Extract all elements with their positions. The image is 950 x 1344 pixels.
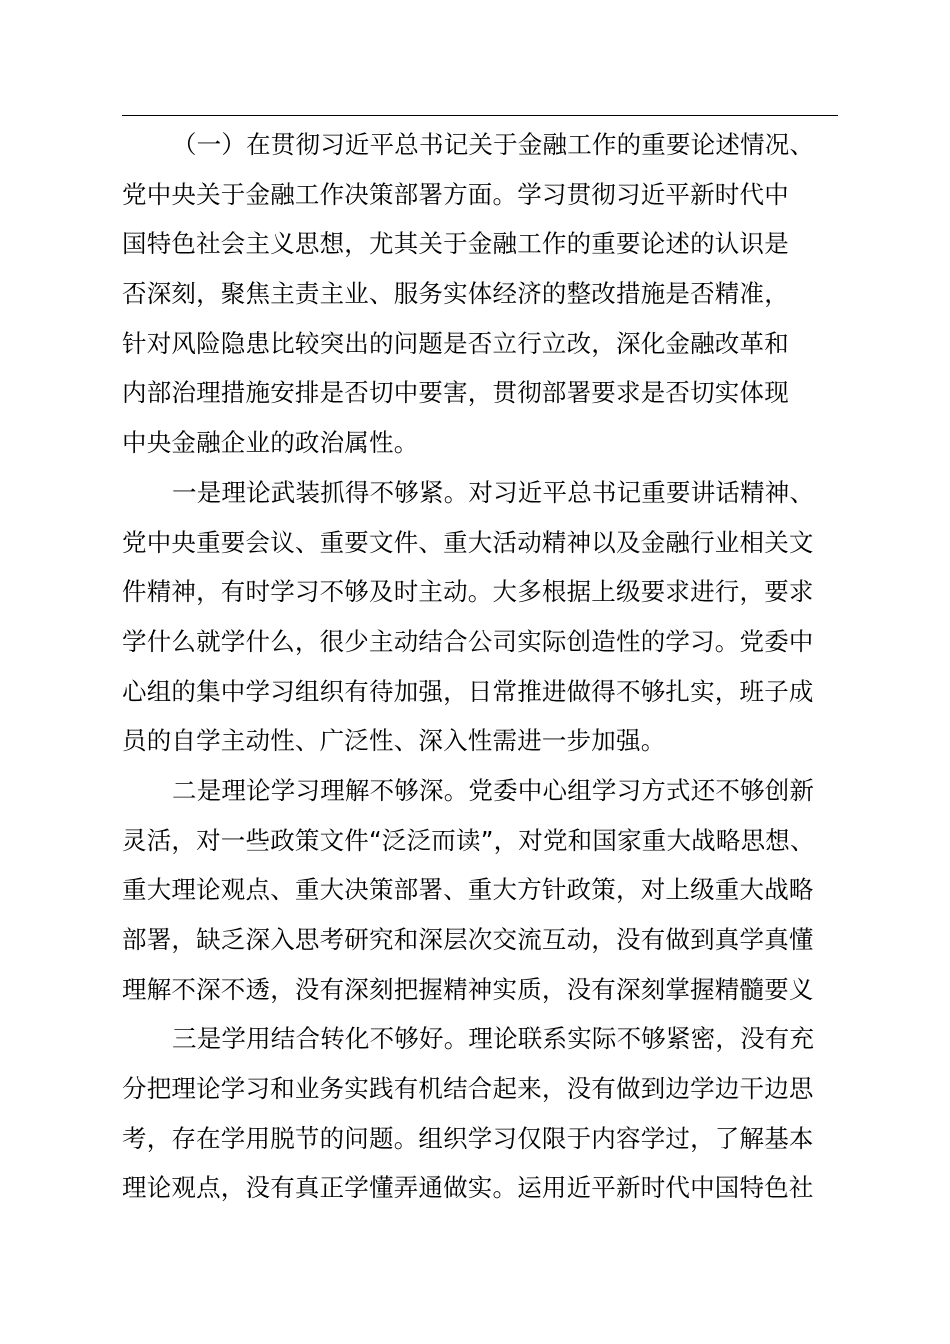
text-line: 理论观点，没有真正学懂弄通做实。运用近平新时代中国特色社 (122, 1173, 814, 1203)
text-line: 二是理论学习理解不够深。党委中心组学习方式还不够创新 (172, 775, 815, 805)
body-text (122, 120, 838, 1213)
text-line: 三是学用结合转化不够好。理论联系实际不够紧密，没有充 (172, 1024, 815, 1054)
text-line: 一是理论武装抓得不够紧。对习近平总书记重要讲话精神、 (172, 477, 815, 507)
text-line: 重大理论观点、重大决策部署、重大方针政策，对上级重大战略 (122, 875, 814, 905)
text-line: 内部治理措施安排是否切中要害，贯彻部署要求是否切实体现 (122, 378, 789, 408)
text-line: 分把理论学习和业务实践有机结合起来，没有做到边学边干边思 (122, 1074, 814, 1104)
text-line: 党中央关于金融工作决策部署方面。学习贯彻习近平新时代中 (122, 179, 789, 209)
text-line: 件精神，有时学习不够及时主动。大多根据上级要求进行，要求 (122, 577, 814, 607)
text-line: 针对风险隐患比较突出的问题是否立行立改，深化金融改革和 (122, 328, 789, 358)
text-line: 部署，缺乏深入思考研究和深层次交流互动，没有做到真学真懂 (122, 925, 814, 954)
text-line: 党中央重要会议、重要文件、重大活动精神以及金融行业相关文 (122, 527, 814, 557)
text-line: 否深刻，聚焦主责主业、服务实体经济的整改措施是否精准， (122, 279, 789, 309)
text-line: 员的自学主动性、广泛性、深入性需进一步加强。 (122, 726, 666, 756)
text-line: 心组的集中学习组织有待加强，日常推进做得不够扎实，班子成 (122, 676, 814, 706)
text-line: 中央金融企业的政治属性。 (122, 428, 419, 458)
text-line: （一）在贯彻习近平总书记关于金融工作的重要论述情况、 (172, 130, 815, 159)
text-line: 考，存在学用脱节的问题。组织学习仅限于内容学过，了解基本 (122, 1123, 814, 1153)
text-line: 理解不深不透，没有深刻把握精神实质，没有深刻掌握精髓要义 (122, 974, 814, 1004)
text-line: 灵活，对一些政策文件“泛泛而读”，对党和国家重大战略思想、 (122, 825, 815, 855)
header-rule (122, 115, 838, 116)
text-line: 学什么就学什么，很少主动结合公司实际创造性的学习。党委中 (122, 626, 814, 656)
text-line: 国特色社会主义思想，尤其关于金融工作的重要论述的认识是 (122, 229, 789, 259)
